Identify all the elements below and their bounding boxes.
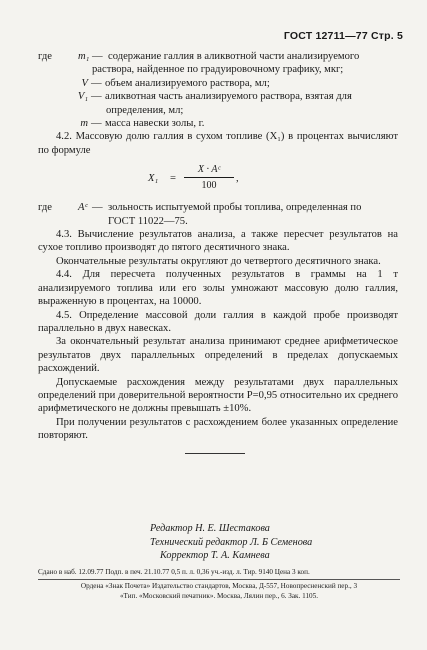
definition-text: аликвотная часть анализируемого раствора, взятая для bbox=[105, 91, 352, 103]
print-info: Сдано в наб. 12.09.77 Подп. в печ. 21.10.77 0,5 п. л. 0,36 уч.-изд. л. Тир. 9140 Цена 3 коп. bbox=[38, 568, 400, 580]
definition-dash: — bbox=[92, 202, 103, 214]
definition-dash: — bbox=[91, 91, 102, 103]
formula-comma: , bbox=[236, 173, 239, 185]
formula bbox=[38, 163, 398, 193]
definition-text: содержание галлия в аликвотной части анализируемого bbox=[108, 51, 360, 62]
definition-lead: где bbox=[38, 51, 52, 62]
definition-m1-continued: раствора, найденное по градуировочному графику, мкг; bbox=[92, 64, 344, 76]
paragraph-4-2: 4.2. Массовую долю галлия в сухом топливе (X₁) в процентах вычисляют по формуле bbox=[38, 131, 398, 156]
publisher-line: Ордена «Знак Почета» Издательство стандартов, Москва, Д-557, Новопресненский пер., 3 bbox=[80, 582, 358, 590]
paragraph-4-3-rounding: Окончательные результаты округляют до четвертого десятичного знака. bbox=[56, 255, 381, 267]
definition-m1 bbox=[38, 50, 398, 63]
definition-symbol: m bbox=[80, 118, 88, 130]
definition-dash: — bbox=[92, 51, 103, 62]
paragraph-tolerance: Допускаемые расхождения между результатами двух параллельных определений при доверительной вероятности P=0,95 относительно их среднего арифметического не должны превышать ±10%. bbox=[38, 376, 398, 415]
paragraph-4-4: 4.4. Для пересчета полученных результатов в граммы на 1 т анализируемого топлива или его золы умножают массовую долю галлия, выраженную в процентах, на 10000. bbox=[38, 269, 398, 308]
credit-corrector: Корректор Т. А. Камнева bbox=[160, 550, 270, 562]
definition-symbol: V bbox=[81, 77, 88, 89]
definition-m bbox=[38, 117, 398, 130]
definition-text: масса навески золы, г. bbox=[105, 118, 205, 130]
definition-dash: — bbox=[91, 77, 102, 89]
formula-numerator: X · Aᶜ bbox=[197, 164, 221, 176]
formula-fraction-bar bbox=[184, 177, 234, 178]
definition-v1 bbox=[38, 90, 398, 103]
definition-text: объем анализируемого раствора, мл; bbox=[105, 77, 270, 89]
credits bbox=[150, 522, 312, 563]
definition-v1-continued: определения, мл; bbox=[106, 104, 184, 116]
definition-symbol: Aᶜ bbox=[78, 202, 88, 214]
page-header: ГОСТ 12711—77 Стр. 5 bbox=[283, 30, 403, 42]
publisher-info bbox=[38, 582, 400, 601]
definition-symbol: m₁ bbox=[78, 51, 90, 62]
formula-equals: = bbox=[170, 173, 176, 185]
formula-lhs: X₁ bbox=[148, 173, 159, 185]
definition-symbol: V₁ bbox=[77, 91, 88, 103]
credit-tech-editor: Технический редактор Л. Б Семенова bbox=[150, 536, 313, 548]
paragraph-4-3: 4.3. Вычисление результатов анализа, а также пересчет результатов на сухое топливо производят до пятого десятичного знака. bbox=[38, 229, 398, 254]
definition-text: зольность испытуемой пробы топлива, определенная по bbox=[108, 202, 362, 214]
printer-line: «Тип. «Московский печатник». Москва, Лялин пер., 6. Зак. 1105. bbox=[119, 591, 319, 600]
definition-ac-continued: ГОСТ 11022—75. bbox=[108, 215, 188, 227]
definition-ac bbox=[38, 201, 398, 214]
credit-editor: Редактор Н. Е. Шестакова bbox=[150, 523, 270, 534]
paragraph-4-5: 4.5. Определение массовой доли галлия в каждой пробе производят параллельно в двух навесках. bbox=[38, 309, 398, 334]
section-divider bbox=[185, 453, 245, 454]
document-body bbox=[38, 50, 398, 443]
paragraph-final-result: За окончательный результат анализа принимают среднее арифметическое результатов двух параллельных определений в пределах допускаемых расхождений. bbox=[38, 336, 398, 375]
definition-dash: — bbox=[91, 118, 102, 130]
definition-v bbox=[38, 77, 398, 90]
paragraph-repeat: При получении результатов с расхождением более указанных определение повторяют. bbox=[38, 416, 398, 442]
definition-lead: где bbox=[38, 202, 52, 214]
formula-denominator: 100 bbox=[201, 180, 217, 192]
